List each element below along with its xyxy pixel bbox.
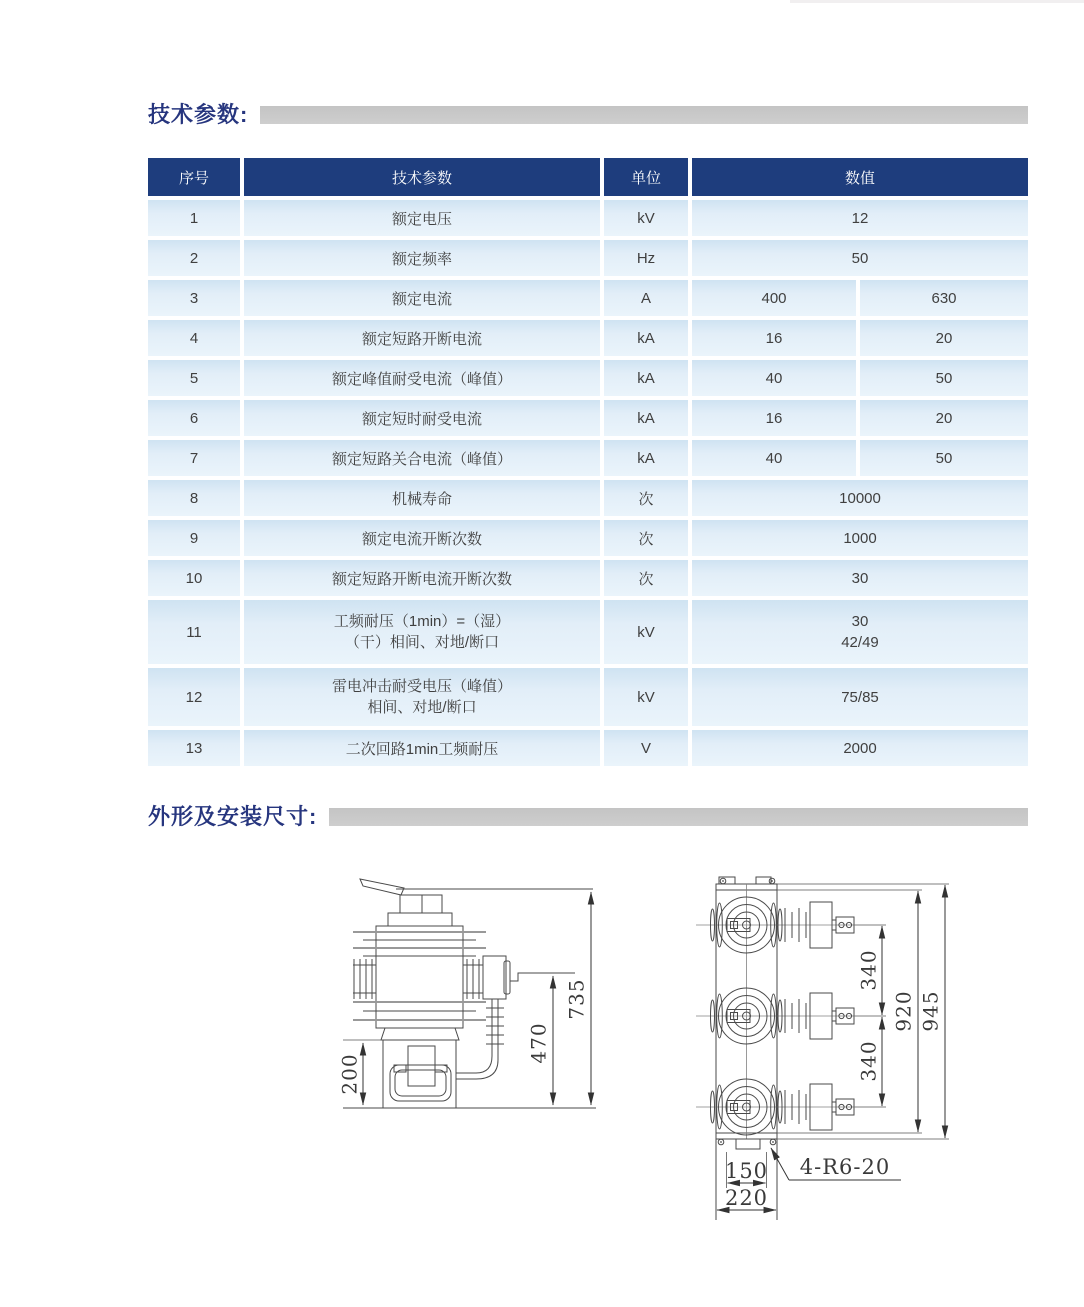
dim-spacing-bottom: 340 bbox=[856, 1040, 881, 1082]
row-unit: kA bbox=[604, 360, 688, 396]
row-no: 12 bbox=[148, 668, 240, 726]
dimensions-bar bbox=[329, 808, 1028, 826]
row-value-line2: 42/49 bbox=[841, 634, 879, 651]
tech-params-title: 技术参数: bbox=[148, 102, 249, 127]
row-value: 75/85 bbox=[692, 668, 1028, 726]
dim-base-height: 200 bbox=[338, 1053, 362, 1095]
pole-unit bbox=[696, 897, 855, 953]
row-param-line2: （干）相间、对地/断口 bbox=[344, 634, 500, 651]
dim-outer-height: 945 bbox=[918, 990, 943, 1032]
row-value-a: 16 bbox=[692, 400, 856, 436]
col-header-no: 序号 bbox=[148, 158, 240, 196]
row-param bbox=[244, 600, 600, 664]
dim-terminal-height: 470 bbox=[526, 1022, 551, 1064]
row-param-line1: 工频耐压（1min）=（湿） bbox=[333, 613, 511, 630]
row-value-b: 630 bbox=[860, 280, 1028, 316]
row-param: 额定短路开断电流 bbox=[244, 320, 600, 356]
row-value-line1: 30 bbox=[851, 613, 869, 630]
row-param: 额定电流开断次数 bbox=[244, 520, 600, 556]
row-unit: Hz bbox=[604, 240, 688, 276]
dim-base-width: 220 bbox=[724, 1186, 769, 1210]
row-value: 1000 bbox=[692, 520, 1028, 556]
row-value: 12 bbox=[692, 200, 1028, 236]
row-unit: kV bbox=[604, 668, 688, 726]
row-value-b: 20 bbox=[860, 400, 1028, 436]
row-no: 8 bbox=[148, 480, 240, 516]
row-param-line2: 相间、对地/断口 bbox=[367, 699, 477, 716]
pole-unit bbox=[696, 988, 855, 1044]
row-value-b: 50 bbox=[860, 440, 1028, 476]
row-value: 2000 bbox=[692, 730, 1028, 766]
row-param: 额定电压 bbox=[244, 200, 600, 236]
top-view-drawing bbox=[693, 868, 1005, 1236]
row-unit: A bbox=[604, 280, 688, 316]
row-value-a: 40 bbox=[692, 360, 856, 396]
row-param-line1: 雷电冲击耐受电压（峰值） bbox=[331, 678, 512, 695]
row-value-b: 20 bbox=[860, 320, 1028, 356]
row-value-b: 50 bbox=[860, 360, 1028, 396]
row-unit: 次 bbox=[604, 560, 688, 596]
row-value-a: 40 bbox=[692, 440, 856, 476]
row-no: 1 bbox=[148, 200, 240, 236]
section-dimensions bbox=[148, 800, 1028, 831]
dim-inner-height: 920 bbox=[891, 990, 916, 1032]
row-no: 4 bbox=[148, 320, 240, 356]
row-unit: kA bbox=[604, 400, 688, 436]
col-header-param: 技术参数 bbox=[244, 158, 600, 196]
row-unit: kV bbox=[604, 200, 688, 236]
row-value: 10000 bbox=[692, 480, 1028, 516]
spec-table bbox=[148, 158, 1028, 766]
dim-hole-spacing: 150 bbox=[724, 1159, 769, 1183]
row-unit: V bbox=[604, 730, 688, 766]
row-param: 机械寿命 bbox=[244, 480, 600, 516]
row-unit: 次 bbox=[604, 520, 688, 556]
col-header-value: 数值 bbox=[692, 158, 1028, 196]
row-param bbox=[244, 668, 600, 726]
side-view-drawing bbox=[338, 868, 632, 1173]
row-value bbox=[692, 600, 1028, 664]
dimensions-title: 外形及安装尺寸: bbox=[148, 804, 318, 829]
row-param: 额定短路关合电流（峰值） bbox=[244, 440, 600, 476]
row-value-a: 16 bbox=[692, 320, 856, 356]
page-edge-artifact bbox=[790, 0, 1084, 3]
row-unit: kV bbox=[604, 600, 688, 664]
row-value: 30 bbox=[692, 560, 1028, 596]
row-unit: kA bbox=[604, 440, 688, 476]
row-param: 额定峰值耐受电流（峰值） bbox=[244, 360, 600, 396]
row-no: 2 bbox=[148, 240, 240, 276]
dim-spacing-top: 340 bbox=[856, 949, 881, 991]
row-no: 5 bbox=[148, 360, 240, 396]
row-param: 额定频率 bbox=[244, 240, 600, 276]
row-param: 二次回路1min工频耐压 bbox=[244, 730, 600, 766]
row-value-a: 400 bbox=[692, 280, 856, 316]
row-no: 11 bbox=[148, 600, 240, 664]
row-no: 9 bbox=[148, 520, 240, 556]
row-param: 额定电流 bbox=[244, 280, 600, 316]
row-value: 50 bbox=[692, 240, 1028, 276]
row-unit: 次 bbox=[604, 480, 688, 516]
row-param: 额定短时耐受电流 bbox=[244, 400, 600, 436]
row-no: 7 bbox=[148, 440, 240, 476]
row-param: 额定短路开断电流开断次数 bbox=[244, 560, 600, 596]
row-no: 10 bbox=[148, 560, 240, 596]
row-unit: kA bbox=[604, 320, 688, 356]
row-no: 13 bbox=[148, 730, 240, 766]
tech-params-bar bbox=[260, 106, 1028, 124]
mount-hole-note: 4-R6-20 bbox=[799, 1155, 891, 1179]
col-header-unit: 单位 bbox=[604, 158, 688, 196]
section-tech-params bbox=[148, 98, 1028, 129]
row-no: 6 bbox=[148, 400, 240, 436]
row-no: 3 bbox=[148, 280, 240, 316]
pole-unit bbox=[696, 1079, 855, 1135]
dim-total-height: 735 bbox=[564, 978, 589, 1020]
